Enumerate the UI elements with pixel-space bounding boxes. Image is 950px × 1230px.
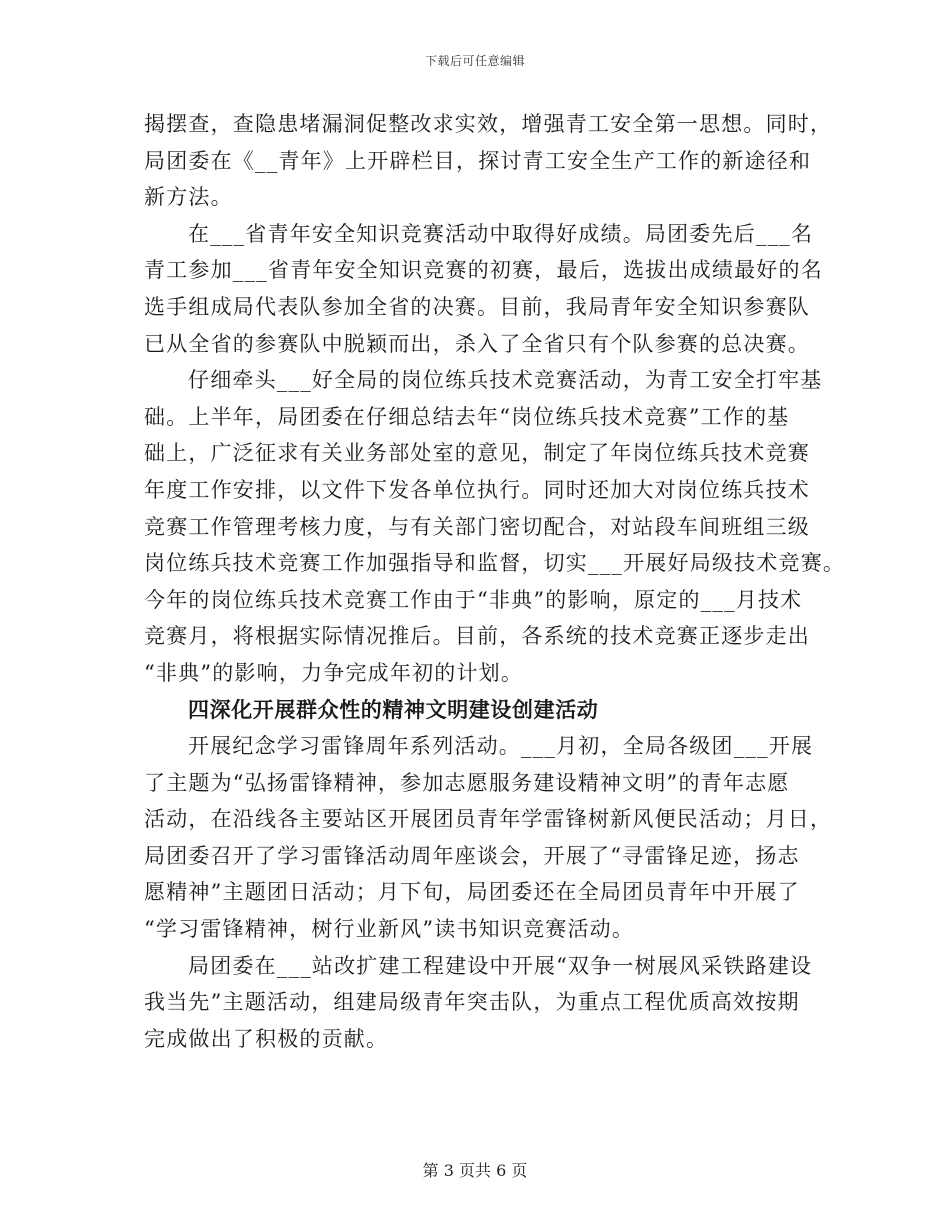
text-line: 础上，广泛征求有关业务部处室的意见，制定了年岗位练兵技术竞赛: [144, 441, 810, 466]
text-line: 活动，在沿线各主要站区开展团员青年学雷锋树新风便民活动；月日，: [144, 807, 833, 832]
text-line: 愿精神”主题团日活动；月下旬，局团委还在全局团员青年中开展了: [144, 880, 800, 905]
text-line: 年度工作安排，以文件下发各单位执行。同时还加大对岗位练兵技术: [144, 477, 810, 502]
page-number: 第 3 页共 6 页: [422, 1161, 528, 1180]
text-line: 青工参加___省青年安全知识竞赛的初赛，最后，选拔出成绩最好的名: [144, 258, 823, 283]
section-heading: 四深化开展群众性的精神文明建设创建活动: [188, 697, 599, 722]
text-line: 础。上半年，局团委在仔细总结去年“岗位练兵技术竞赛”工作的基: [144, 404, 790, 429]
text-line: “非典”的影响，力争完成年初的计划。: [144, 660, 524, 685]
text-line: 岗位练兵技术竞赛工作加强指导和监督，切实___开展好局级技术竞赛。: [144, 551, 846, 576]
text-line: 我当先”主题活动，组建局级青年突击队，为重点工程优质高效按期: [144, 990, 800, 1015]
text-line: 揭摆查，查隐患堵漏洞促整改求实效，增强青工安全第一思想。同时，: [144, 112, 833, 136]
page-header: 下载后可任意编辑: [424, 54, 525, 68]
text-line: 仔细牵头___好全局的岗位练兵技术竞赛活动，为青工安全打牢基: [188, 368, 823, 393]
document-body: [144, 106, 846, 1057]
text-line: 局团委在___站改扩建工程建设中开展“双争一树展风采铁路建设: [188, 953, 813, 978]
text-line: 今年的岗位练兵技术竞赛工作由于“非典”的影响，原定的___月技术: [144, 587, 803, 612]
text-line: 开展纪念学习雷锋周年系列活动。___月初，全局各级团___开展: [188, 734, 814, 759]
text-line: “学习雷锋精神，树行业新风”读书知识竞赛活动。: [144, 917, 635, 942]
text-line: 竞赛月，将根据实际情况推后。目前，各系统的技术竞赛正逐步走出: [144, 624, 810, 649]
text-line: 局团委在《__青年》上开辟栏目，探讨青工安全生产工作的新途径和: [144, 148, 812, 173]
text-line: 新方法。: [144, 185, 233, 210]
text-line: 完成做出了积极的贡献。: [144, 1026, 389, 1051]
text-line: 局团委召开了学习雷锋活动周年座谈会，开展了“寻雷锋足迹，扬志: [144, 843, 800, 868]
text-line: 选手组成局代表队参加全省的决赛。目前，我局青年安全知识参赛队: [144, 294, 810, 319]
text-line: 竞赛工作管理考核力度，与有关部门密切配合，对站段车间班组三级: [144, 514, 810, 539]
text-line: 已从全省的参赛队中脱颖而出，杀入了全省只有个队参赛的总决赛。: [144, 331, 810, 356]
text-line: 了主题为“弘扬雷锋精神，参加志愿服务建设精神文明”的青年志愿: [144, 770, 790, 795]
text-line: 在___省青年安全知识竞赛活动中取得好成绩。局团委先后___名: [188, 221, 814, 246]
